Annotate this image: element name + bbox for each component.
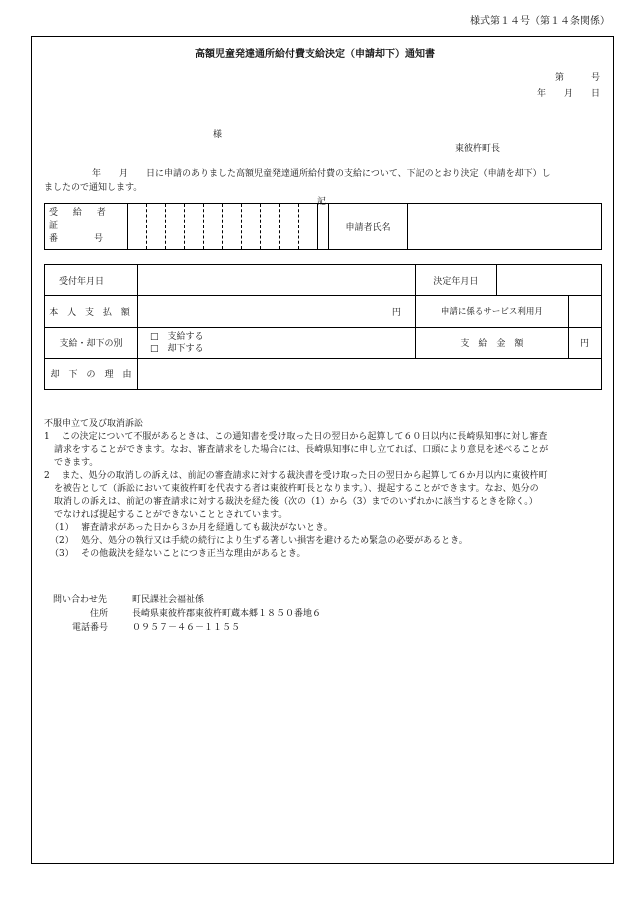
contact-label: 問い合わせ先 <box>53 595 108 605</box>
note-case-1: （1） 審査請求があった日から３か月を経過しても裁決がないとき。 <box>50 523 333 533</box>
recipient-table <box>44 203 602 250</box>
reason-field[interactable] <box>138 358 602 389</box>
cert-no-digit[interactable] <box>299 204 318 250</box>
cert-no-digit[interactable] <box>242 204 261 250</box>
note-p1-line1: 1 この決定について不服があるときは、この通知書を受け取った日の翌日から起算して６０日以内に長崎県知事に対し審査 <box>44 432 548 442</box>
note-p2-line4: でなければ提起することができないこととされています。 <box>54 510 288 520</box>
intro-line-1: 年 月 日に申請のありました高額児童発達通所給付費の支給について、下記のとおり決定（申請を却下）し <box>92 169 551 179</box>
received-date-field[interactable] <box>138 265 416 296</box>
decided-date-field[interactable] <box>496 265 601 296</box>
form-number: 様式第１４号（第１４条関係） <box>470 16 610 27</box>
cert-no-digit[interactable] <box>280 204 299 250</box>
cert-no-digit[interactable] <box>147 204 166 250</box>
document-title: 高額児童発達通所給付費支給決定（申請却下）通知書 <box>195 49 435 60</box>
contact-phone: ０９５７－４６－１１５５ <box>132 623 241 633</box>
kind-options <box>138 327 416 358</box>
service-month-field[interactable] <box>568 296 601 327</box>
received-label: 受付年月日 <box>45 265 138 296</box>
recipient-suffix: 様 <box>213 130 223 140</box>
service-month-label: 申請に係るサービス利用月 <box>415 296 568 327</box>
paid-amount-field[interactable]: 円 <box>138 296 416 327</box>
cert-no-digit[interactable] <box>128 204 147 250</box>
decision-table <box>44 264 602 390</box>
issuer: 東彼杵町長 <box>455 144 501 154</box>
note-case-3: （3） その他裁決を経ないことにつき正当な理由があるとき。 <box>50 549 306 559</box>
applicant-name-field[interactable] <box>408 204 602 250</box>
cert-no-digit[interactable] <box>261 204 280 250</box>
amount-label: 支 給 金 額 <box>415 327 568 358</box>
note-case-2: （2） 処分、処分の執行又は手続の続行により生ずる著しい損害を避けるため緊急の必要があるとき。 <box>50 536 468 546</box>
amount-field[interactable]: 円 <box>568 327 601 358</box>
note-p2-line1: 2 また、処分の取消しの訴えは、前記の審査請求に対する裁決書を受け取った日の翌日から起算して６か月以内に東彼杵町 <box>44 471 548 481</box>
checkbox-reject[interactable]: □ 却下する <box>150 343 204 354</box>
cert-no-digit[interactable] <box>185 204 204 250</box>
reason-label: 却 下 の 理 由 <box>45 358 138 389</box>
cert-no-digit[interactable] <box>204 204 223 250</box>
note-p2-line3: 取消しの訴えは、前記の審査請求に対する裁決を経た後（次の（1）から（3）までのいずれかに該当するときを除く。） <box>54 497 538 507</box>
contact-dept: 町民課社会福祉係 <box>132 595 205 605</box>
cert-no-digit[interactable] <box>223 204 242 250</box>
note-p1-line2: 請求をすることができます。なお、審査請求をした場合には、長崎県知事に申し立てれば、口頭により意見を述べることが <box>54 445 549 455</box>
ki-mark: 記 <box>317 197 327 207</box>
spacer-cell <box>318 204 329 250</box>
checkbox-pay[interactable]: □ 支給する <box>150 331 204 342</box>
notes-heading: 不服申立て及び取消訴訟 <box>44 419 144 429</box>
paid-label: 本 人 支 払 額 <box>45 296 138 327</box>
notes-section <box>44 418 609 561</box>
document-number: 第 号 <box>554 73 600 83</box>
cert-no-label: 受 給 者 証 番 号 <box>45 204 128 250</box>
contact-address: 長崎県東彼杵郡東彼杵町蔵本郷１８５０番地６ <box>132 609 322 619</box>
kind-label: 支給・却下の別 <box>45 327 138 358</box>
applicant-label: 申請者氏名 <box>329 204 408 250</box>
decided-label: 決定年月日 <box>415 265 496 296</box>
note-p2-line2: を被告として（訴訟において東彼杵町を代表する者は東彼杵町長となります。）、提起することができます。なお、処分の <box>54 484 539 494</box>
document-date: 年 月 日 <box>536 89 600 99</box>
cert-no-digit[interactable] <box>166 204 185 250</box>
intro-line-2: ましたので通知します。 <box>44 183 143 193</box>
note-p1-line3: できます。 <box>54 458 99 468</box>
contact-phone-label: 電話番号 <box>72 623 109 633</box>
contact-address-label: 住所 <box>90 609 109 619</box>
